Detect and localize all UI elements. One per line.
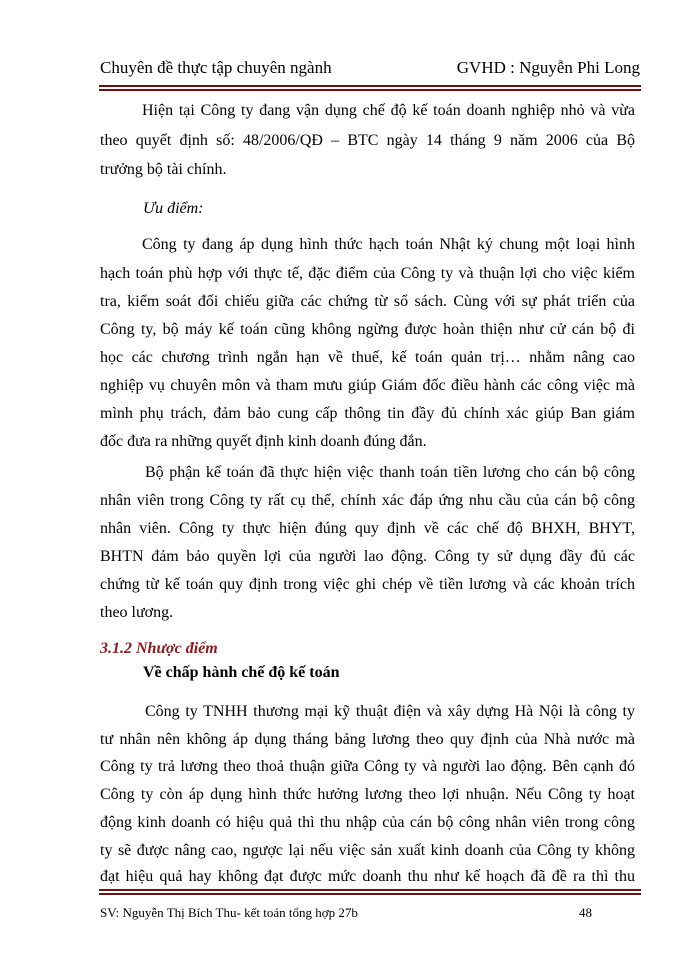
subheading-advantages: Ưu điểm:	[143, 200, 204, 217]
body-line: trưởng bộ tài chính.	[100, 161, 227, 178]
body-line: theo lương.	[100, 604, 174, 621]
body-line: mình phụ trách, đảm bảo cung cấp thông tin đầy đủ chính xác giúp Ban giám	[100, 405, 635, 422]
section-heading: 3.1.2 Nhược điểm	[100, 640, 218, 657]
body-line: Công ty, bộ máy kế toán cũng không ngừng được hoàn thiện như cử cán bộ đi	[100, 321, 635, 338]
footer-rule	[99, 889, 641, 895]
body-line: BHTN đảm bảo quyền lợi của người lao động. Công ty sử dụng đầy đủ các	[100, 548, 635, 565]
header-rule	[99, 85, 641, 91]
body-line: tư nhân nên không áp dụng tháng bảng lương theo quy định của Nhà nước mà	[100, 731, 635, 748]
body-line: Công ty trả lương theo thoả thuận giữa Công ty và người lao động. Bên cạnh đó	[100, 758, 635, 775]
page-header	[100, 58, 640, 80]
body-line: Công ty còn áp dụng hình thức hưởng lương theo lợi nhuận. Nếu Công ty hoạt	[100, 786, 635, 803]
body-line: học các chương trình ngắn hạn về thuế, kế toán quản trị… nhằm nâng cao	[100, 349, 635, 366]
body-line: Hiện tại Công ty đang vận dụng chế độ kế toán doanh nghiệp nhỏ và vừa	[142, 102, 635, 119]
body-line: Bộ phận kế toán đã thực hiện việc thanh toán tiền lương cho cán bộ công	[145, 464, 635, 481]
body-line: Công ty TNHH thương mại kỹ thuật điện và xây dựng Hà Nội là công ty	[145, 703, 635, 720]
body-line: chứng từ kế toán quy định trong việc ghi chép về tiền lương và các khoản trích	[100, 576, 635, 593]
body-line: Công ty đang áp dụng hình thức hạch toán Nhật ký chung một loại hình	[142, 236, 635, 253]
body-line: nghiệp vụ chuyên môn và tham mưu giúp Giám đốc điều hành các công việc mà	[100, 377, 635, 394]
page-footer	[100, 905, 640, 921]
body-line: tra, kiểm soát đối chiếu giữa các chứng từ sổ sách. Cùng với sự phát triển của	[100, 293, 635, 310]
subsection-heading: Về chấp hành chế độ kế toán	[143, 664, 340, 681]
body-line: hạch toán phù hợp với thực tế, đặc điểm của Công ty và thuận lợi cho việc kiểm	[100, 265, 635, 282]
body-line: nhân viên. Công ty thực hiện đúng quy định về các chế độ BHXH, BHYT,	[100, 520, 635, 537]
header-supervisor: GVHD : Nguyễn Phi Long	[456, 58, 640, 77]
body-line: đạt hiệu quả hay không đạt được mức doanh thu như kế hoạch đã đề ra thì thu	[100, 868, 635, 885]
body-line: đốc đưa ra những quyết định kinh doanh đúng đắn.	[100, 433, 427, 450]
body-line: ty sẽ được nâng cao, ngược lại nếu việc sản xuất kinh doanh của Công ty không	[100, 842, 635, 859]
header-title: Chuyên đề thực tập chuyên ngành	[100, 58, 332, 77]
body-line: động kinh doanh có hiệu quả thì thu nhập của cán bộ công nhân viên trong công	[100, 814, 635, 831]
body-line: theo quyết định số: 48/2006/QĐ – BTC ngày 14 tháng 9 năm 2006 của Bộ	[100, 132, 635, 149]
page-number: 48	[579, 905, 592, 920]
footer-author: SV: Nguyễn Thị Bích Thu- kết toán tổng hợp 27b	[100, 905, 358, 920]
body-line: nhân viên trong Công ty rất cụ thể, chính xác đáp ứng nhu cầu của cán bộ công	[100, 492, 635, 509]
